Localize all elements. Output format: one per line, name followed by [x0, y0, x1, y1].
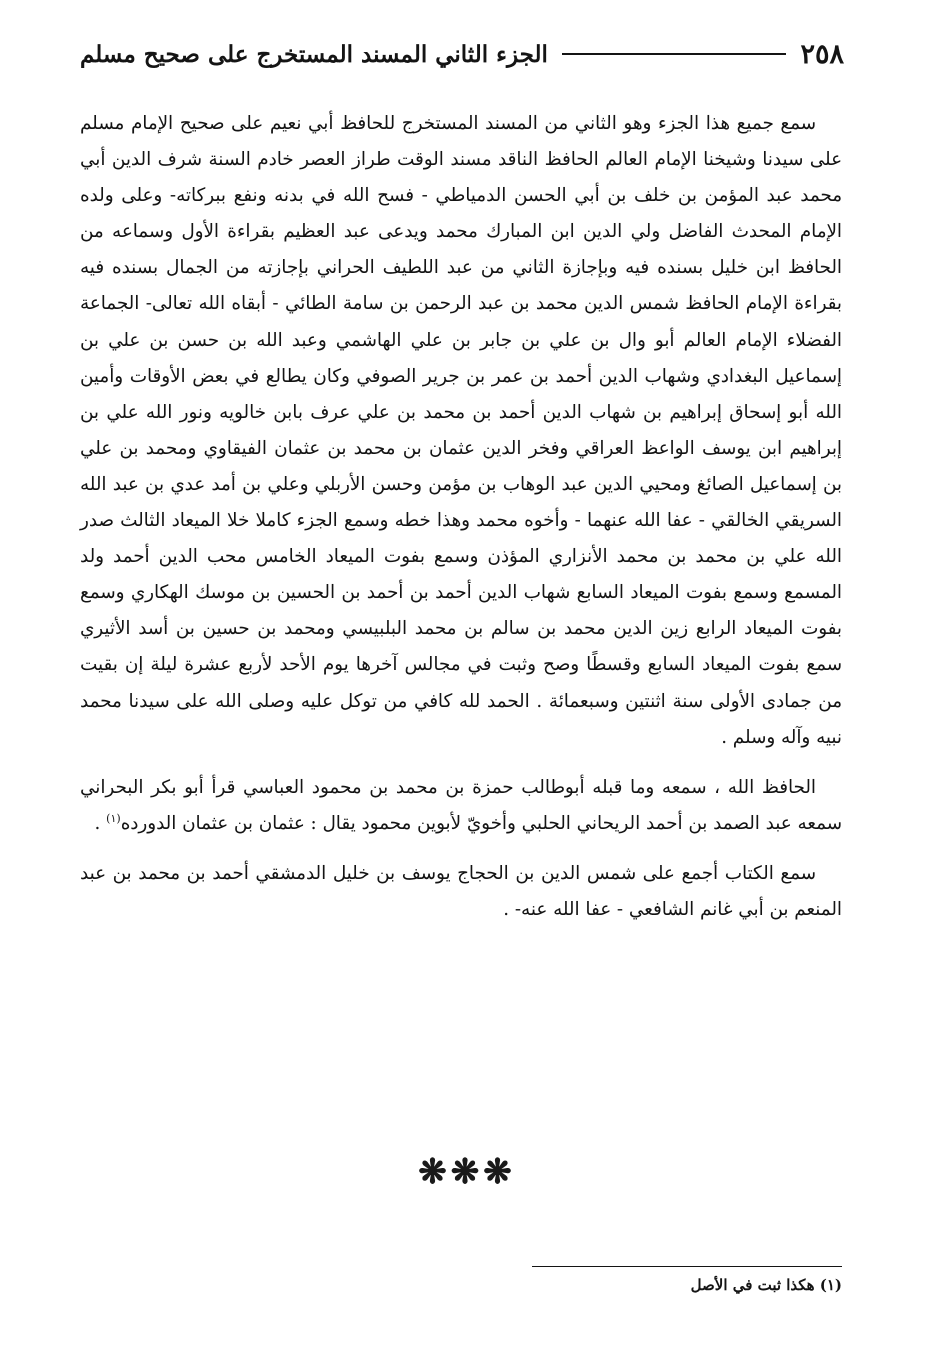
- page-header: [80, 34, 844, 74]
- footnote-reference: (١): [106, 811, 121, 825]
- paragraph-1: سمع جميع هذا الجزء وهو الثاني من المسند المستخرج للحافظ أبي نعيم على صحيح الإمام مسلم على سيدنا وشيخنا الإمام العالم الحافظ الناقد مسند الوقت طراز العصر خادم السنة شرف الدين أبي محمد عبد المؤمن بن خلف بن أبي الحسن الدمياطي - فسح الله في بدنه ونفع ببركاته- وعلى ولده الإمام المحدث الفاضل ولي الدين ابن المبارك محمد ويدعى عبد العظيم بقراءة الأول وسماعه من الحافظ ابن خليل بسنده فيه وبإجازة الثاني من عبد اللطيف الحراني بإجازته من الجمال بسنده فيه بقراءة الإمام الحافظ شمس الدين محمد بن عبد الرحمن بن سامة الطائي - أبقاه الله تعالى- الجماعة الفضلاء الإمام العالم أبو وال بن علي بن جابر بن علي الهاشمي وعبد الله بن حسن بن علي بن إسماعيل البغدادي وشهاب الدين أحمد بن عمر بن جرير الصوفي وكان يطالع في بعض الأوقات وأمين الله أبو إسحاق إبراهيم بن شهاب الدين أحمد بن محمد بن علي عرف بابن خالويه ونور الله علي بن إبراهيم ابن يوسف الواعظ العراقي وفخر الدين عثمان بن محمد بن عثمان الفيقاوي ومحمد بن علي بن إسماعيل الصائغ ومحيي الدين عبد الوهاب بن مؤمن وحسن الأربلي وعلي بن أمد عدي بن عبد الله السريقي الخالقي - عفا الله عنهما - وأخوه محمد وهذا خطه وسمع الجزء كاملا خلا الميعاد الثالث صدر الله علي بن محمد بن محمد الأنزاري المؤذن وسمع بفوت الميعاد الخامس محب الدين أحمد ولد المسمع وسمع بفوت الميعاد السابع شهاب الدين أحمد بن أحمد بن الحسين بن موسك الهكاري وسمع بفوت الميعاد الرابع زين الدين محمد بن سالم بن محمد البلبيسي ومحمد بن حسين بن أسد الأثيري سمع بفوت الميعاد السابع وقسطًا وصح وثبت في مجالس آخرها يوم الأحد لأربع عشرة ليلة إن بقيت من جمادى الأولى سنة اثنتين وسبعمائة . الحمد لله كافي من توكل عليه وصلى الله على سيدنا محمد نبيه وآله وسلم .: [80, 113, 842, 748]
- page-number: ٢٥٨: [800, 38, 844, 70]
- footnote: (١) هكذا ثبت في الأصل: [690, 1276, 842, 1294]
- page-body: [80, 106, 842, 928]
- paragraph-3: سمع الكتاب أجمع على شمس الدين بن الحجاج يوسف بن خليل الدمشقي أحمد بن محمد بن عبد المنعم بن أبي غانم الشافعي - عفا الله عنه- .: [80, 862, 842, 920]
- paragraph-2-text: الحافظ الله ، سمعه وما قبله أبوطالب حمزة بن محمد بن محمود العباسي قرأ أبو بكر البحراني سمعه عبد الصمد بن أحمد الريحاني الحلبي وأخويّ لأبوين محمود يقال : عثمان بن عثمان الدورده: [80, 776, 842, 834]
- paragraph-2-end: .: [94, 812, 107, 834]
- running-title: الجزء الثاني المسند المستخرج على صحيح مسلم: [80, 40, 548, 68]
- header-rule: [562, 53, 787, 55]
- section-ornament: ❋❋❋: [418, 1152, 516, 1192]
- paragraph-2: [80, 770, 842, 842]
- footnote-rule: [532, 1266, 842, 1267]
